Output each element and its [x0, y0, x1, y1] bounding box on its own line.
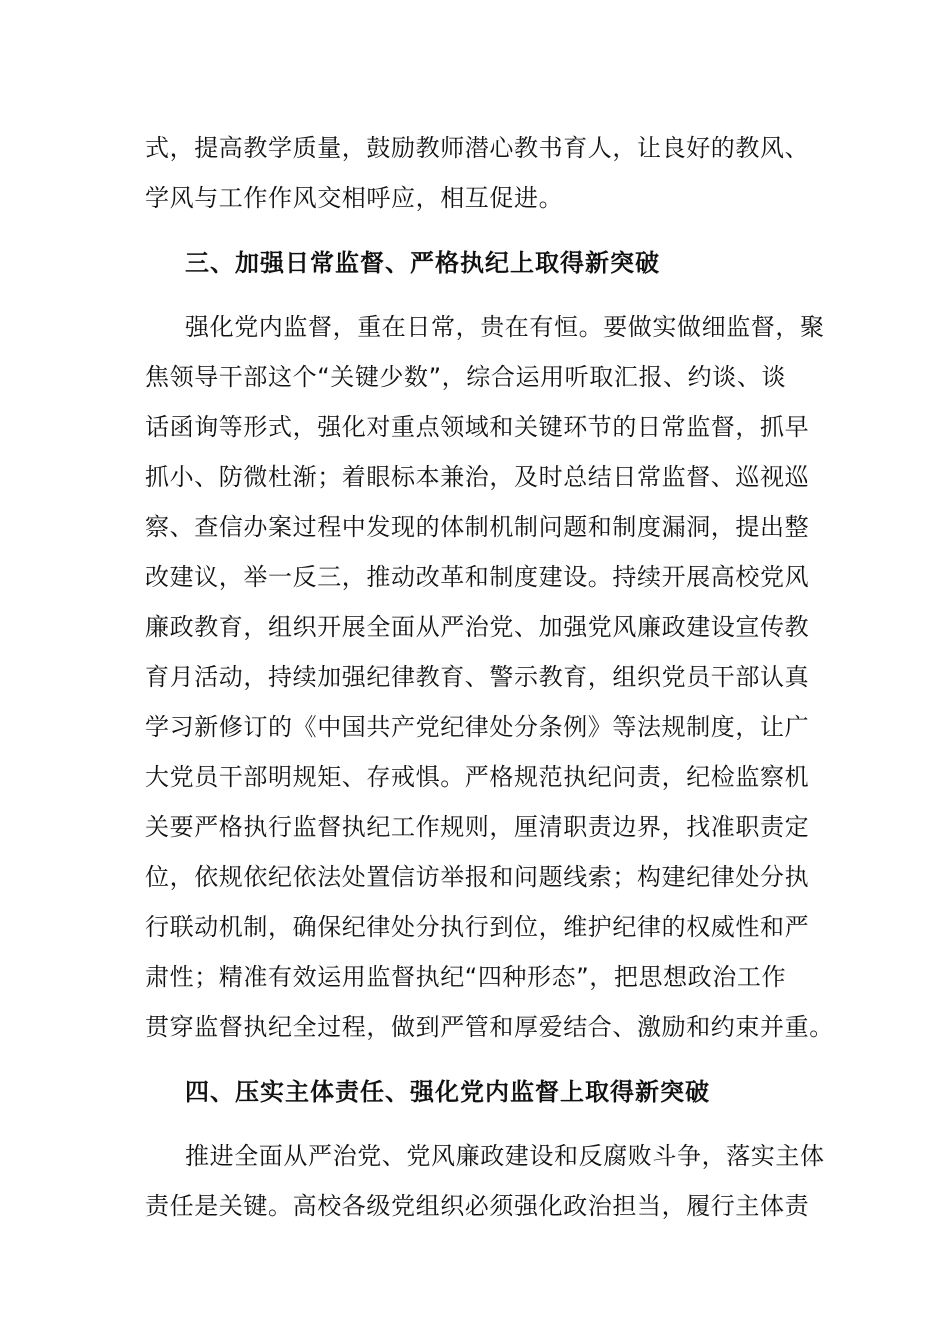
body-text-line: 育月活动，持续加强纪律教育、警示教育，组织党员干部认真: [145, 663, 810, 691]
body-text-line: 位，依规依纪依法处置信访举报和问题线索；构建纪律处分执: [145, 863, 810, 891]
body-text-line: 强化党内监督，重在日常，贵在有恒。要做实做细监督，聚: [185, 313, 825, 341]
section-heading-4: 四、压实主体责任、强化党内监督上取得新突破: [185, 1078, 710, 1106]
body-text-line: 焦领导干部这个“关键少数”，综合运用听取汇报、约谈、谈: [145, 363, 787, 391]
body-text-line: 学风与工作作风交相呼应，相互促进。: [145, 184, 564, 212]
body-text-line: 话函询等形式，强化对重点领域和关键环节的日常监督，抓早: [145, 413, 810, 441]
body-text-line: 推进全面从严治党、党风廉政建设和反腐败斗争，落实主体: [185, 1142, 825, 1170]
body-text-line: 抓小、防微杜渐；着眼标本兼治，及时总结日常监督、巡视巡: [145, 463, 810, 491]
section-heading-3: 三、加强日常监督、严格执纪上取得新突破: [185, 249, 660, 277]
body-text-line: 贯穿监督执纪全过程，做到严管和厚爱结合、激励和约束并重。: [145, 1013, 834, 1041]
body-text-line: 学习新修订的《中国共产党纪律处分条例》等法规制度，让广: [145, 713, 810, 741]
body-text-line: 大党员干部明规矩、存戒惧。严格规范执纪问责，纪检监察机: [145, 763, 810, 791]
body-text-line: 关要严格执行监督执纪工作规则，厘清职责边界，找准职责定: [145, 813, 810, 841]
body-text-line: 廉政教育，组织开展全面从严治党、加强党风廉政建设宣传教: [145, 613, 810, 641]
body-text-line: 察、查信办案过程中发现的体制机制问题和制度漏洞，提出整: [145, 513, 810, 541]
body-text-line: 行联动机制，确保纪律处分执行到位，维护纪律的权威性和严: [145, 913, 810, 941]
body-text-line: 肃性；精准有效运用监督执纪“四种形态”，把思想政治工作: [145, 963, 787, 991]
body-text-line: 式，提高教学质量，鼓励教师潜心教书育人，让良好的教风、: [145, 134, 810, 162]
body-text-line: 改建议，举一反三，推动改革和制度建设。持续开展高校党风: [145, 563, 810, 591]
body-text-line: 责任是关键。高校各级党组织必须强化政治担当，履行主体责: [145, 1192, 810, 1220]
